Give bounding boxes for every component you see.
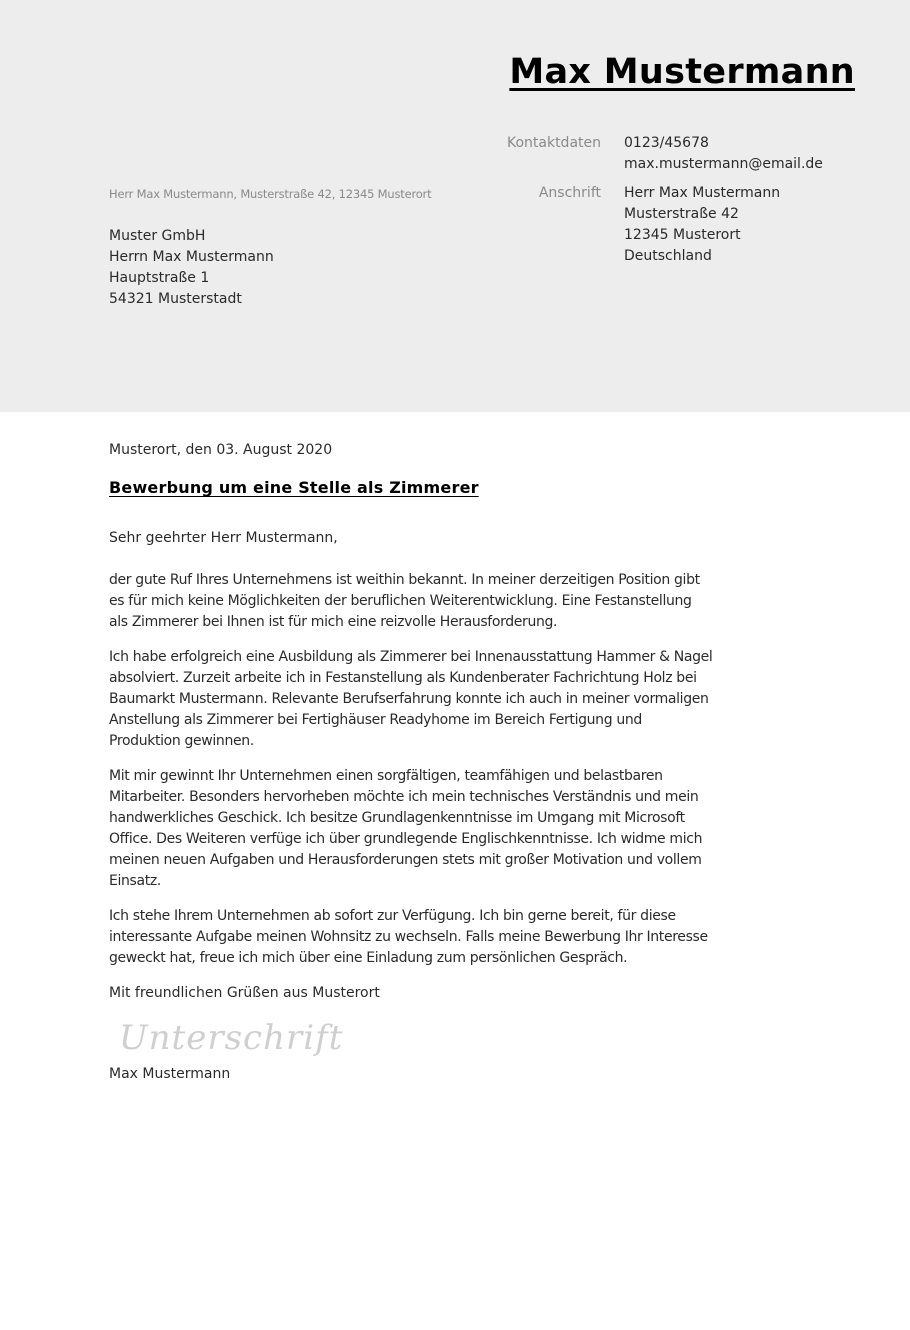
applicant-name: Max Mustermann (509, 52, 855, 92)
paragraph: Ich stehe Ihrem Unternehmen ab sofort zur Verfügung. Ich bin gerne bereit, für diese interessante Aufgabe meinen Wohnsitz zu wechseln. Falls meine Bewerbung Ihr Interesse geweckt hat, freue ich mich über eine Einladung zum persönlichen Gespräch. (109, 908, 708, 966)
address-line: Herr Max Mustermann (624, 185, 781, 201)
paragraph: der gute Ruf Ihres Unternehmens ist weithin bekannt. In meiner derzeitigen Position gibt es für mich keine Möglichkeiten der beruflichen Weiterentwicklung. Eine Festanstellung als Zimmerer bei Ihnen ist für mich eine reizvolle Herausforderung. (109, 572, 700, 630)
contact-label: Kontaktdaten (506, 135, 601, 151)
signer-name: Max Mustermann (109, 1066, 231, 1082)
letter-subject: Bewerbung um eine Stelle als Zimmerer (109, 478, 479, 497)
letterhead (0, 0, 910, 412)
sender-return-address: Herr Max Mustermann, Musterstraße 42, 12345 Musterort (109, 187, 432, 201)
contact-phone: 0123/45678 (624, 135, 709, 151)
paragraph: Mit mir gewinnt Ihr Unternehmen einen sorgfältigen, teamfähigen und belastbaren Mitarbeiter. Besonders hervorheben möchte ich mein technisches Verständnis und mein handwerkliches Geschick. Ich besitze Grundlagenkenntnisse im Umgang mit Microsoft Office. Des Weiteren verfüge ich über grundlegende Englischkenntnisse. Ich widme mich meinen neuen Aufgaben und Herausforderungen stets mit großer Motivation und vollem Einsatz. (109, 768, 703, 889)
recipient-line: Herrn Max Mustermann (109, 249, 274, 265)
letter-greeting: Sehr geehrter Herr Mustermann, (109, 530, 338, 546)
recipient-line: Hauptstraße 1 (109, 270, 210, 286)
recipient-address (109, 226, 274, 310)
address-line: 12345 Musterort (624, 227, 741, 243)
address-line: Musterstraße 42 (624, 206, 739, 222)
recipient-line: Muster GmbH (109, 228, 206, 244)
paragraph: Ich habe erfolgreich eine Ausbildung als Zimmerer bei Innenausstattung Hammer & Nagel absolviert. Zurzeit arbeite ich in Festanstellung als Kundenberater Fachrichtung Holz bei Baumarkt Mustermann. Relevante Berufserfahrung konnte ich auch in meiner vormaligen Anstellung als Zimmerer bei Fertighäuser Readyhome im Bereich Fertigung und Produktion gewinnen. (109, 649, 713, 749)
address-line: Deutschland (624, 248, 712, 264)
recipient-line: 54321 Musterstadt (109, 291, 242, 307)
signature-placeholder: Unterschrift (119, 1018, 344, 1058)
letter-date: Musterort, den 03. August 2020 (109, 442, 333, 458)
letter-body (109, 440, 714, 1085)
letter-closing: Mit freundlichen Grüßen aus Musterort (109, 985, 380, 1001)
contact-email: max.mustermann@email.de (624, 156, 823, 172)
address-label: Anschrift (538, 185, 601, 201)
